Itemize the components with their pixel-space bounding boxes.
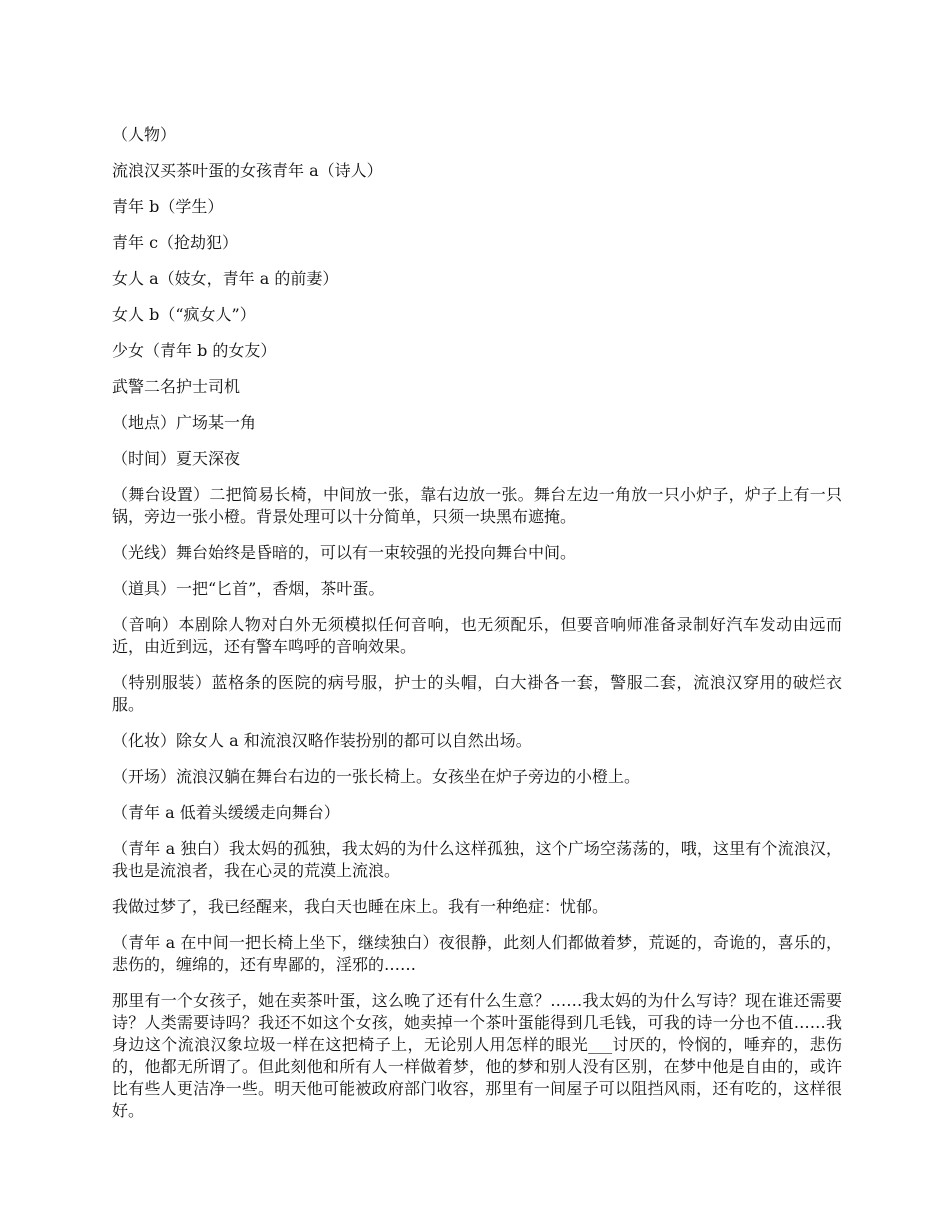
paragraph-character-woman-a: 女人 a（妓女，青年 a 的前妻） [112, 269, 339, 288]
paragraph-monologue-3: （青年 a 在中间一把长椅上坐下，继续独白）夜很静，此刻人们都做着梦，荒诞的，奇诡的，喜乐的，悲伤的，缠绵的，还有卑鄙的，淫邪的…… [112, 933, 842, 974]
paragraph-characters-heading: （人物） [112, 125, 177, 144]
paragraph-opening: （开场）流浪汉躺在舞台右边的一张长椅上。女孩坐在炉子旁边的小橙上。 [112, 767, 641, 786]
paragraph-character-woman-b: 女人 b（“疯女人”） [112, 305, 256, 324]
paragraph-monologue-1: （青年 a 独白）我太妈的孤独，我太妈的为什么这样孤独，这个广场空荡荡的，哦，这里有个流浪汉，我也是流浪者，我在心灵的荒漠上流浪。 [112, 839, 842, 880]
paragraph-props: （道具）一把“匕首”，香烟，茶叶蛋。 [112, 579, 385, 598]
paragraph-makeup: （化妆）除女人 a 和流浪汉略作装扮别的都可以自然出场。 [112, 731, 532, 750]
paragraph-monologue-4: 那里有一个女孩子，她在卖茶叶蛋，这么晚了还有什么生意？……我太妈的为什么写诗？现在谁还需要诗？人类需要诗吗？我还不如这个女孩，她卖掉一个茶叶蛋能得到几毛钱，可我的诗一分也不值……我身边这个流浪汉象垃圾一样在这把椅子上，无论别人用怎样的眼光___讨厌的，怜悯的，唾弃的，悲伤的，他都无所谓了。但此刻他和所有人一样做着梦，他的梦和别人没有区别，在梦中他是自由的，或许比有些人更洁净一些。明天他可能被政府部门收容，那里有一间屋子可以阻挡风雨，还有吃的，这样很好。 [112, 991, 842, 1120]
paragraph-location: （地点）广场某一角 [112, 413, 257, 432]
paragraph-time: （时间）夏天深夜 [112, 449, 241, 468]
paragraph-stage-direction: （青年 a 低着头缓缓走向舞台） [112, 803, 340, 822]
paragraph-costumes: （特别服装）蓝格条的医院的病号服，护士的头帽，白大褂各一套，警服二套，流浪汉穿用的破烂衣服。 [112, 673, 842, 714]
paragraph-character-youth-a: 流浪汉买茶叶蛋的女孩青年 a（诗人） [112, 161, 383, 180]
paragraph-lighting: （光线）舞台始终是昏暗的，可以有一束较强的光投向舞台中间。 [112, 543, 577, 562]
paragraph-sound: （音响）本剧除人物对白外无须模拟任何音响，也无须配乐，但要音响师准备录制好汽车发动由远而近，由近到远，还有警车鸣呼的音响效果。 [112, 615, 842, 656]
paragraph-stage-setup: （舞台设置）二把简易长椅，中间放一张，靠右边放一张。舞台左边一角放一只小炉子，炉子上有一只锅，旁边一张小橙。背景处理可以十分简单，只须一块黑布遮掩。 [112, 485, 842, 526]
paragraph-character-girl: 少女（青年 b 的女友） [112, 341, 277, 360]
paragraph-character-others: 武警二名护士司机 [112, 377, 241, 396]
paragraph-monologue-2: 我做过梦了，我已经醒来，我白天也睡在床上。我有一种绝症：忧郁。 [112, 897, 609, 916]
paragraph-character-youth-b: 青年 b（学生） [112, 197, 224, 216]
document-page [112, 124, 842, 1122]
paragraph-character-youth-c: 青年 c（抢劫犯） [112, 233, 239, 252]
